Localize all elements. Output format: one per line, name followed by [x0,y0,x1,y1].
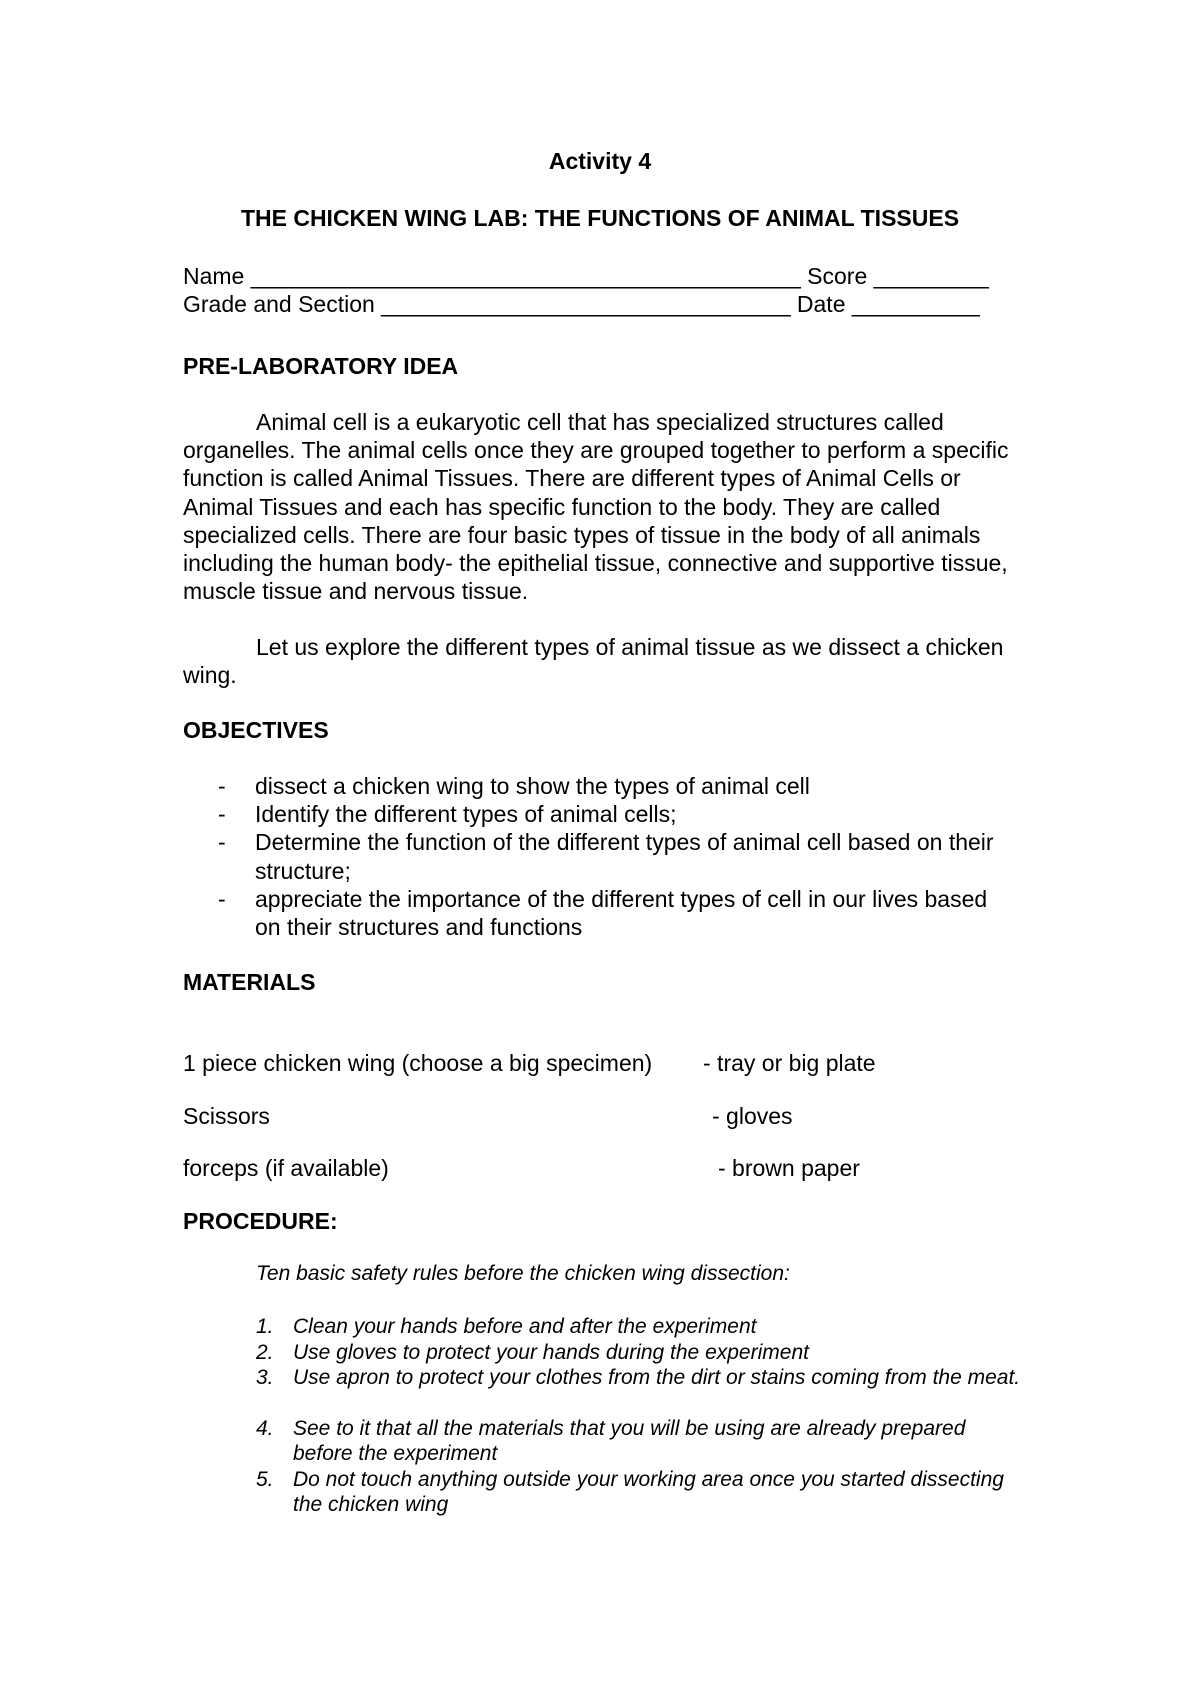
activity-title: Activity 4 [548,148,652,174]
name-score-line: Name ___________________________________________ Score _________ [183,263,989,289]
material-left-2: Scissors [183,1103,270,1129]
rule-item [256,1416,1026,1467]
bullet-dash: - [218,773,226,799]
objective-text: Identify the different types of animal cells; [255,801,677,828]
material-left-3: forceps (if available) [183,1155,389,1181]
objective-item [218,800,1018,828]
rule-text: Use gloves to protect your hands during the experiment [293,1340,809,1364]
objective-text: dissect a chicken wing to show the types of animal cell [255,773,810,799]
pre-lab-heading: PRE-LABORATORY IDEA [183,353,459,379]
bullet-dash: - [218,801,226,828]
rule-item [256,1365,1026,1391]
objective-item [218,885,1018,941]
rule-text: Do not touch anything outside your working area once you started dissecting the chicken wing [293,1467,1004,1516]
rule-item [256,1314,1026,1340]
rule-item [256,1340,1026,1366]
material-right-2: - gloves [712,1103,793,1129]
pre-lab-paragraph-1: Animal cell is a eukaryotic cell that has specialized structures called organelles. The animal cells once they are grouped together to perform a specific function is called Animal Tissues. There are different types of Animal Cells or Animal Tissues and each has specific function to the body. They are called specialized cells. There are four basic types of tissue in the body of all animals including the human body- the epithelial tissue, connective and supportive tissue, muscle tissue and nervous tissue. [183,409,1009,605]
objective-item [218,772,1018,800]
materials-heading: MATERIALS [183,969,316,995]
rule-item [256,1467,1026,1518]
material-right-1: - tray or big plate [703,1050,876,1076]
pre-lab-paragraph-2: Let us explore the different types of animal tissue as we dissect a chicken wing. [183,634,1004,689]
rule-number: 1. [256,1315,274,1338]
objective-text: Determine the function of the different types of animal cell based on their structure; [255,829,994,884]
rule-number: 3. [256,1366,274,1389]
bullet-dash: - [218,885,226,912]
objective-text: appreciate the importance of the different types of cell in our lives based on their structures and functions [255,885,988,941]
grade-date-line: Grade and Section ________________________________ Date __________ [183,291,980,317]
rule-text: Clean your hands before and after the experiment [293,1315,757,1338]
lab-title: THE CHICKEN WING LAB: THE FUNCTIONS OF ANIMAL TISSUES [240,205,960,231]
procedure-heading: PROCEDURE: [183,1208,338,1234]
bullet-dash: - [218,829,226,856]
rule-number: 4. [256,1416,274,1440]
safety-rules-intro: Ten basic safety rules before the chicken wing dissection: [256,1262,790,1285]
rule-text: Use apron to protect your clothes from the dirt or stains coming from the meat. [293,1366,1021,1389]
material-right-3: - brown paper [718,1155,860,1181]
rule-number: 2. [256,1340,274,1364]
objectives-heading: OBJECTIVES [183,717,329,743]
objectives-list [218,772,1018,941]
rule-text: See to it that all the materials that you will be using are already prepared before the experiment [293,1416,966,1465]
material-left-1: 1 piece chicken wing (choose a big specimen) [183,1050,653,1076]
objective-item [218,828,1018,884]
safety-rules-list [256,1314,1026,1518]
rule-number: 5. [256,1467,274,1491]
